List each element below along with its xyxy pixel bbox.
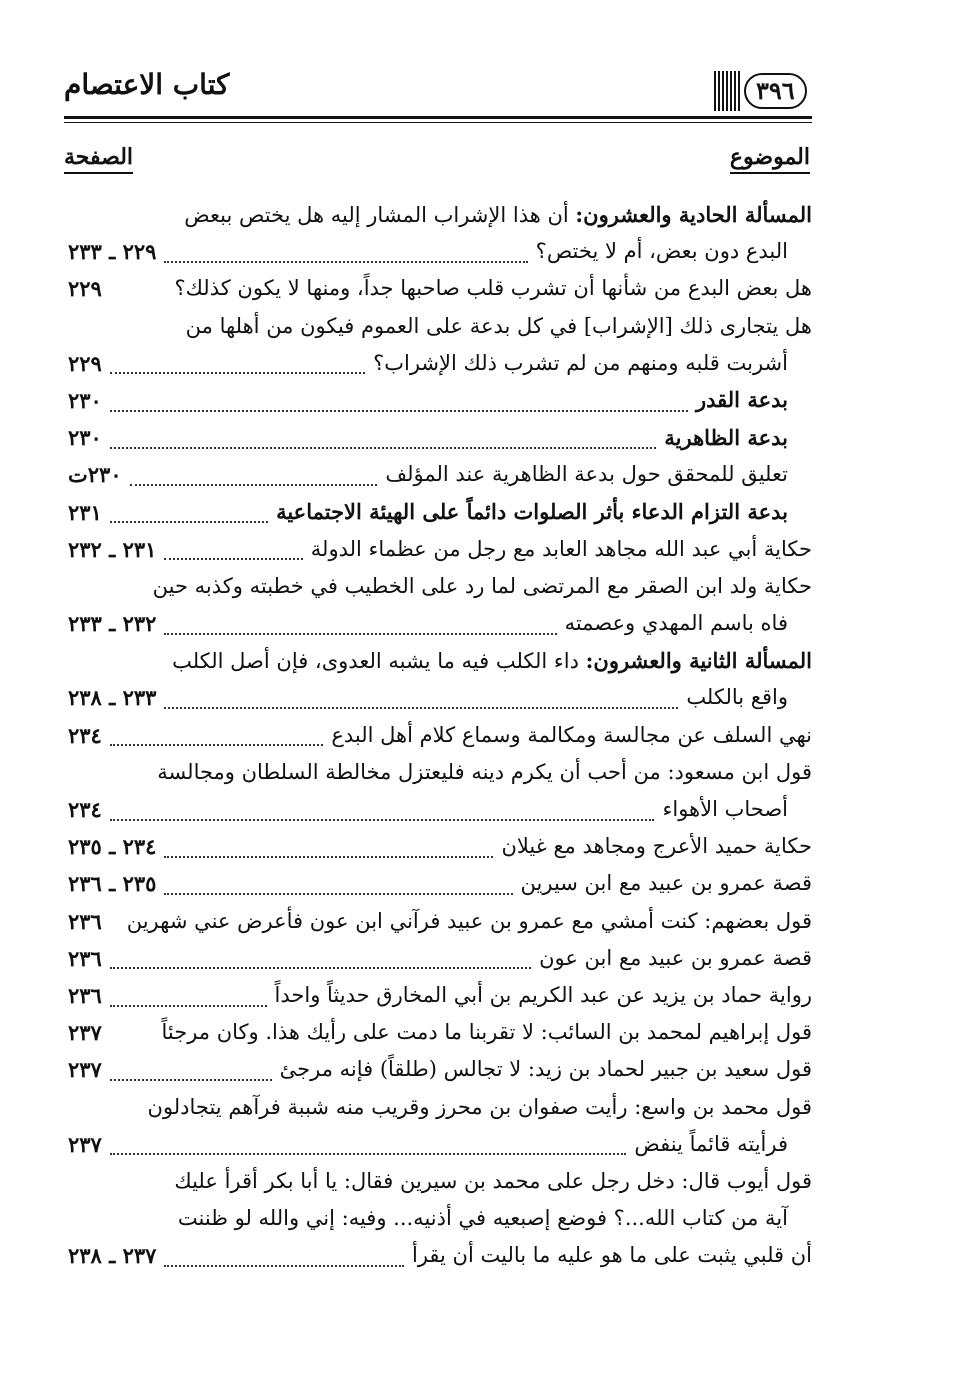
running-header-title: كتاب الاعتصام: [64, 68, 230, 101]
toc-entry: [64, 568, 812, 605]
toc-entry-body: قصة عمرو بن عبيد مع ابن عون: [539, 945, 812, 970]
toc-page-ref: ٢٣٦: [68, 945, 102, 971]
toc-entry-text: [178, 1200, 812, 1237]
toc-entry-body: رواية حماد بن يزيد عن عبد الكريم بن أبي المخارق حديثاً واحداً: [274, 982, 812, 1007]
toc-entry-body: قول محمد بن واسع: رأيت صفوان بن محرز وقريب منه شببة فرآهم يتجادلون: [147, 1094, 812, 1119]
page-number-badge: [712, 70, 812, 112]
dot-leader: [110, 1067, 272, 1081]
dot-leader: [164, 546, 302, 560]
toc-entry-text: [501, 828, 812, 865]
toc-entry-text: [275, 977, 812, 1014]
toc-page-ref: ٢٣٠ت: [68, 462, 122, 488]
toc-entry-body: هل يتجارى ذلك [الإشراب] في كل بدعة على العموم فيكون من أهلها من: [185, 313, 812, 338]
decorative-bars: [712, 71, 740, 111]
toc-entry-text: [280, 1051, 812, 1088]
toc-entry-text: [311, 531, 812, 568]
toc-entry-heading: بدعة القدر: [696, 387, 788, 413]
toc-page-ref: ٢٣٧: [68, 1057, 102, 1083]
header-rule-thick: [64, 116, 812, 119]
toc-entry: [64, 1051, 812, 1088]
dot-leader: [110, 398, 688, 412]
toc-entry-body: داء الكلب فيه ما يشبه العدوى، فإن أصل الكلب: [172, 648, 586, 673]
toc-page-ref: ٢٣٥ ـ ٢٣٦: [68, 871, 157, 897]
toc-page-ref: ٢٣١: [68, 499, 102, 525]
toc-entry-body: حكاية حميد الأعرج ومجاهد مع غيلان: [501, 834, 812, 859]
toc-page-ref: ٢٣٠: [68, 387, 102, 413]
dot-leader: [164, 249, 527, 263]
toc-entry-heading: المسألة الحادية والعشرون:: [575, 201, 812, 227]
toc-entry-text: [172, 642, 812, 679]
toc-entry-text: [565, 605, 812, 642]
toc-entry: [64, 494, 812, 531]
dot-leader: [164, 844, 493, 858]
toc-entry: [64, 754, 812, 791]
dot-leader: [110, 509, 268, 523]
toc-entry-body: واقع بالكلب: [686, 685, 788, 710]
toc-page-ref: ٢٣٧: [68, 1020, 102, 1046]
table-of-contents: [64, 196, 812, 1274]
toc-entry-text: [127, 903, 812, 940]
toc-entry: [64, 456, 812, 493]
toc-entry-text: [686, 679, 812, 716]
toc-page-ref: ٢٣٧ ـ ٢٣٨: [68, 1243, 157, 1269]
dot-leader: [164, 881, 512, 895]
toc-entry: [64, 642, 812, 679]
toc-entry-heading: المسألة الثانية والعشرون:: [585, 647, 812, 673]
toc-entry: [64, 419, 812, 456]
toc-entry-body: حكاية أبي عبد الله مجاهد العابد مع رجل من عظماء الدولة: [310, 536, 812, 561]
dot-leader: [164, 621, 556, 635]
toc-entry-text: [539, 940, 812, 977]
dot-leader: [110, 360, 365, 374]
toc-entry-body: قول إبراهيم لمحمد بن السائب: لا تقربنا ما دمت على رأيك هذا. وكان مرجئاً: [161, 1020, 812, 1045]
toc-entry-text: [385, 456, 812, 493]
dot-leader: [130, 472, 378, 486]
toc-entry: [64, 977, 812, 1014]
toc-entry: [64, 791, 812, 828]
toc-page-ref: ٢٣٤ ـ ٢٣٥: [68, 834, 157, 860]
toc-entry-text: [161, 1014, 812, 1051]
toc-entry-text: [412, 1237, 812, 1274]
toc-entry-text: [662, 791, 812, 828]
toc-entry-heading: بدعة التزام الدعاء بأثر الصلوات دائماً على الهيئة الاجتماعية: [276, 499, 788, 524]
toc-page-ref: ٢٣٦: [68, 908, 102, 934]
toc-entry: [64, 605, 812, 642]
toc-entry: [64, 382, 812, 419]
page-number: ٣٩٦: [744, 73, 807, 109]
toc-entry-text: [536, 233, 812, 270]
toc-entry-text: [147, 1089, 812, 1126]
toc-page-ref: ٢٢٩: [68, 350, 102, 376]
toc-entry-body: نهي السلف عن مجالسة ومكالمة وسماع كلام أهل البدع: [331, 722, 812, 747]
dot-leader: [110, 955, 531, 969]
dot-leader: [110, 993, 267, 1007]
toc-entry-body: تعليق للمحقق حول بدعة الظاهرية عند المؤلف: [385, 462, 788, 487]
toc-entry: [64, 1200, 812, 1237]
toc-entry: [64, 1089, 812, 1126]
toc-entry-body: قول أيوب قال: دخل رجل على محمد بن سيرين فقال: يا أبا بكر أقرأ عليك: [174, 1168, 812, 1193]
toc-entry-body: قصة عمرو بن عبيد مع ابن سيرين: [520, 871, 812, 896]
toc-entry: [64, 531, 812, 568]
toc-entry: [64, 903, 812, 940]
toc-entry-text: [521, 865, 812, 902]
toc-entry-body: آية من كتاب الله...؟ فوضع إصبعيه في أذنيه... وفيه: إني والله لو ظننت: [177, 1206, 788, 1231]
toc-entry-body: أن هذا الإشراب المشار إليه هل يختص ببعض: [184, 202, 576, 227]
toc-entry-text: [276, 494, 812, 531]
toc-entry-body: قول ابن مسعود: من أحب أن يكرم دينه فليعتزل مخالطة السلطان ومجالسة: [157, 759, 812, 784]
toc-page-ref: ٢٣٤: [68, 722, 102, 748]
toc-entry-text: [174, 1163, 812, 1200]
toc-entry: [64, 1014, 812, 1051]
toc-entry-text: [373, 345, 812, 382]
toc-page-ref: ٢٣٤: [68, 797, 102, 822]
toc-entry-text: [664, 419, 812, 456]
dot-leader: [110, 732, 324, 746]
toc-entry-body: أصحاب الأهواء: [662, 797, 788, 821]
toc-entry-body: قول سعيد بن جبير لحماد بن زيد: لا تجالس (طلقاً) فإنه مرجئ: [279, 1057, 812, 1082]
toc-entry-body: فاه باسم المهدي وعصمته: [564, 611, 788, 636]
toc-entry-text: [634, 1126, 812, 1163]
toc-entry: [64, 308, 812, 345]
toc-entry: [64, 1163, 812, 1200]
dot-leader: [164, 695, 678, 709]
dot-leader: [110, 1141, 627, 1155]
toc-entry-body: قول بعضهم: كنت أمشي مع عمرو بن عبيد فرآني ابن عون فأعرض عني شهرين: [126, 908, 812, 933]
toc-page-ref: ٢٣٣ ـ ٢٣٨: [68, 685, 157, 711]
toc-entry-text: [186, 308, 812, 345]
toc-entry: [64, 345, 812, 382]
dot-leader: [164, 1253, 404, 1267]
column-header-topic: الموضوع: [730, 144, 810, 174]
toc-entry: [64, 828, 812, 865]
toc-entry-text: [174, 270, 812, 307]
dot-leader: [110, 435, 657, 449]
column-header-page: الصفحة: [64, 144, 133, 174]
toc-entry-body: أن قلبي يثبت على ما هو عليه ما باليت أن يقرأ: [411, 1243, 812, 1268]
toc-page-ref: ٢٢٩ ـ ٢٣٣: [68, 239, 157, 265]
toc-entry-body: حكاية ولد ابن الصقر مع المرتضى لما رد على الخطيب في خطبته وكذبه حين: [152, 573, 812, 598]
toc-page-ref: ٢٣٠: [68, 425, 102, 451]
toc-entry: [64, 233, 812, 270]
toc-entry-body: أشربت قلبه ومنهم من لم تشرب ذلك الإشراب؟: [373, 350, 788, 375]
toc-page-ref: ٢٢٩: [68, 276, 102, 302]
toc-page-ref: ٢٣٢ ـ ٢٣٣: [68, 611, 157, 637]
toc-entry: [64, 865, 812, 902]
toc-entry: [64, 1237, 812, 1274]
toc-entry-body: البدع دون بعض، أم لا يختص؟: [535, 239, 788, 264]
toc-entry-heading: بدعة الظاهرية: [664, 424, 788, 450]
header-rule-thin: [64, 122, 812, 123]
toc-entry-body: فرأيته قائماً ينفض: [634, 1131, 788, 1156]
toc-entry-text: [157, 754, 812, 791]
toc-entry-text: [696, 382, 812, 419]
toc-page-ref: ٢٣١ ـ ٢٣٢: [68, 536, 157, 562]
toc-entry: [64, 679, 812, 716]
toc-entry: [64, 196, 812, 233]
toc-entry: [64, 940, 812, 977]
toc-entry-text: [184, 196, 812, 233]
toc-entry-body: هل بعض البدع من شأنها أن تشرب قلب صاحبها جداً، ومنها لا يكون كذلك؟: [174, 276, 812, 301]
toc-page-ref: ٢٣٧: [68, 1131, 102, 1157]
toc-entry-text: [153, 568, 812, 605]
toc-entry: [64, 1126, 812, 1163]
toc-entry-text: [331, 717, 812, 754]
dot-leader: [110, 807, 655, 821]
toc-entry: [64, 717, 812, 754]
toc-page-ref: ٢٣٦: [68, 982, 102, 1008]
toc-entry: [64, 270, 812, 307]
